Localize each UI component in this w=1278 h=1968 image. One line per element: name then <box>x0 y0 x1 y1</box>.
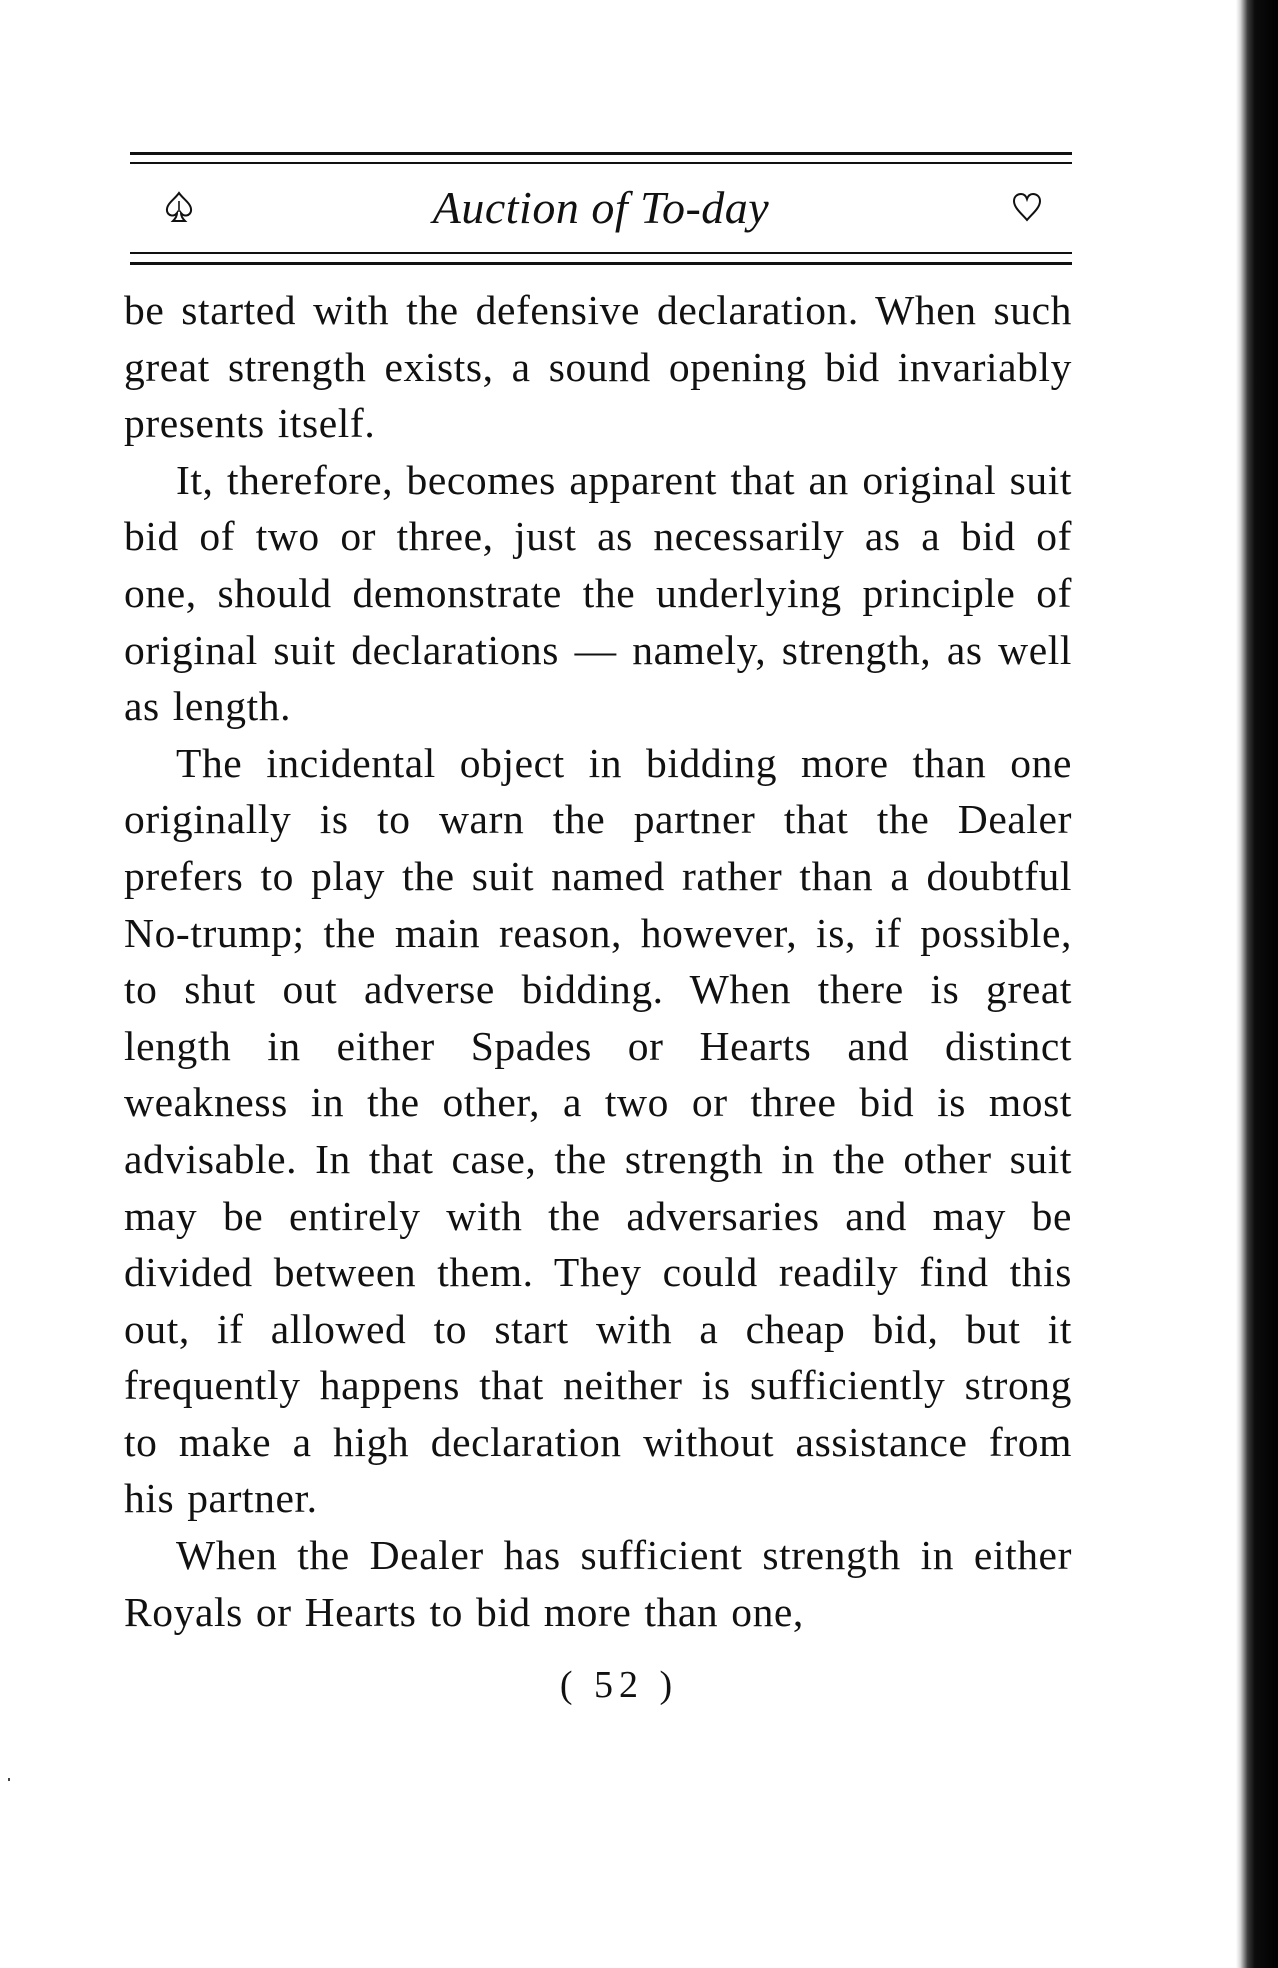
paragraph: The incidental object in bidding more than one originally is to warn the partner that the Dealer prefers to play the suit named rather than a doubtful No-trump; the main reason, however, is, if possible, to shut out adverse bidding. When there is great length in either Spades or Hearts and distinct weakness in the other, a two or three bid is most advisable. In that case, the strength in the other suit may be entirely with the adversaries and may be divided between them. They could readily find this out, if allowed to start with a cheap bid, but it frequently happens that neither is sufficiently strong to make a high declaration without assistance from his partner. <box>124 739 1072 1522</box>
paragraph: It, therefore, becomes apparent that an original suit bid of two or three, just as necessarily as a bid of one, should demonstrate the underlying principle of original suit declarations — namely, strength, as well as length. <box>124 456 1072 730</box>
heart-icon <box>1010 190 1044 224</box>
header-rule-top <box>130 152 1072 155</box>
body-text <box>124 282 1072 1640</box>
running-head-title: Auction of To-day <box>432 182 770 233</box>
running-head <box>130 172 1072 244</box>
header-rule-top-thin <box>130 162 1072 164</box>
binding-edge <box>1236 0 1278 1968</box>
paragraph: When the Dealer has sufficient strength in either Royals or Hearts to bid more than one, <box>124 1532 1072 1635</box>
header-rule-bottom-thin <box>130 252 1072 254</box>
paragraph-continued: be started with the defensive declaration. When such great strength exists, a sound opening bid invariably presents itself. <box>124 287 1072 447</box>
scan-speck <box>8 1778 10 1781</box>
page-number: ( 52 ) <box>559 1664 679 1706</box>
header-rule-bottom <box>130 262 1072 265</box>
